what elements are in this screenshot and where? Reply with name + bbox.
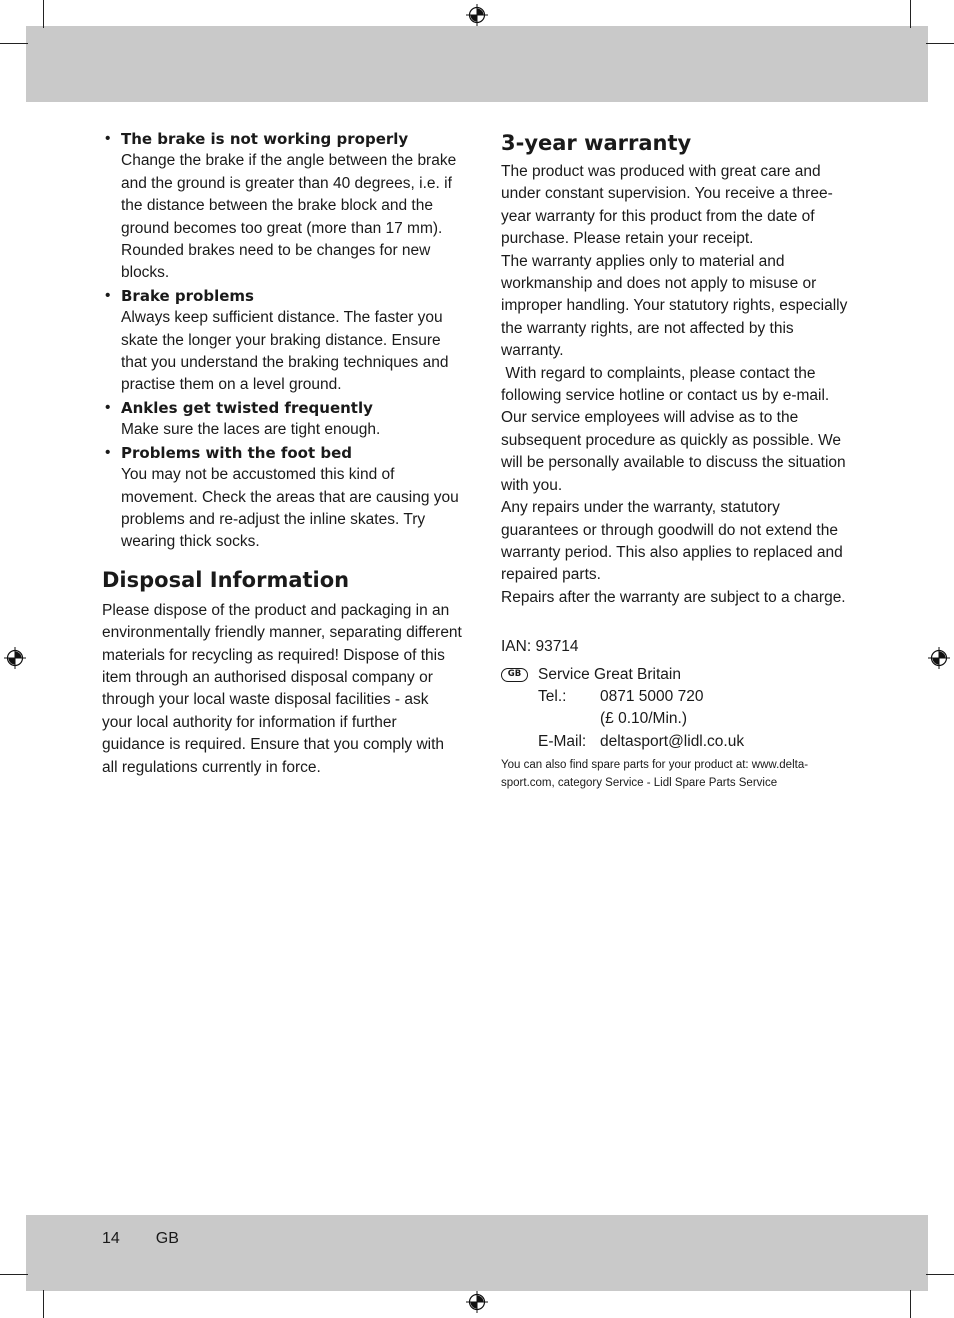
disposal-heading: Disposal Information xyxy=(102,567,350,592)
ian-number: IAN: 93714 xyxy=(501,638,579,656)
email-label: E-Mail: xyxy=(538,732,587,750)
list-item xyxy=(102,285,462,397)
bullet-title: • Ankles get twisted frequently xyxy=(121,398,373,417)
warranty-paragraph: Any repairs under the warranty, statutory guarantees or through goodwill do not extend the warranty period. This also applies to replaced and repaired parts. xyxy=(501,499,843,584)
tel-number: 0871 5000 720 xyxy=(600,687,704,705)
registration-mark-icon xyxy=(4,647,26,669)
spare-parts-note: You can also find spare parts for your product at: www.delta-sport.com, category Service - Lidl Spare Parts Service xyxy=(501,759,809,789)
warranty-paragraph: The warranty applies only to material and workmanship and does not apply to misuse or improper handling. Your statutory rights, especially the warranty rights, are not affected by this warranty. xyxy=(501,252,848,360)
bullet-body: You may not be accustomed this kind of movement. Check the areas that are causing you problems and re-adjust the inline skates. Try wearing thick socks. xyxy=(121,466,459,551)
warranty-heading: 3-year warranty xyxy=(501,131,692,155)
bullet-title: • Problems with the foot bed xyxy=(121,443,353,462)
list-item xyxy=(102,128,462,285)
crop-mark xyxy=(43,0,44,28)
tel-row xyxy=(538,686,851,708)
crop-mark xyxy=(926,43,954,44)
service-name: Service Great Britain xyxy=(538,665,681,683)
tel-label: Tel.: xyxy=(538,687,567,705)
crop-mark xyxy=(926,1274,954,1275)
registration-mark-icon xyxy=(928,647,950,669)
rate-row xyxy=(538,708,851,730)
left-column xyxy=(102,128,462,779)
email-address[interactable]: deltasport@lidl.co.uk xyxy=(600,732,745,750)
crop-mark xyxy=(43,1290,44,1318)
crop-mark xyxy=(0,43,28,44)
crop-mark xyxy=(910,1290,911,1318)
bullet-body: Make sure the laces are tight enough. xyxy=(121,421,381,439)
bullet-body: Change the brake if the angle between the brake and the ground is greater than 40 degrees, i.e. if the distance between the brake block and the ground becomes too great (more than 17 mm). Rounded brakes need to be changes for new blocks. xyxy=(121,152,457,282)
registration-mark-icon xyxy=(466,4,488,26)
footer-band xyxy=(26,1215,928,1291)
page-number: 14 xyxy=(102,1230,120,1247)
warranty-paragraph: Repairs after the warranty are subject to a charge. xyxy=(501,588,846,606)
list-item xyxy=(102,397,462,442)
service-contact xyxy=(501,664,851,754)
registration-mark-icon xyxy=(466,1291,488,1313)
warranty-paragraph: The product was produced with great care and under constant supervision. You receive a three-year warranty for this product from the date of purchase. Please retain your receipt. xyxy=(501,163,833,248)
crop-mark xyxy=(910,0,911,28)
disposal-body: Please dispose of the product and packaging in an environmentally friendly manner, separating different materials for recycling as required! Dispose of this item through an authorised disposal company or through your local waste disposal facilities - ask your local authority for information if further guidance is required. Ensure that you comply with all regulations currently in force. xyxy=(102,601,462,776)
troubleshooting-list xyxy=(102,128,462,554)
right-column xyxy=(501,128,851,792)
language-code: GB xyxy=(155,1230,179,1247)
country-badge: GB xyxy=(501,668,528,682)
warranty-paragraph: With regard to complaints, please contact the following service hotline or contact us by e-mail. Our service employees will advise as to the subsequent procedure as quickly as possible. We will be personally available to discuss the situation with you. xyxy=(501,364,850,494)
crop-mark xyxy=(0,1274,28,1275)
bullet-title: • Brake problems xyxy=(121,286,254,305)
page-footer xyxy=(102,1228,179,1250)
bullet-body: Always keep sufficient distance. The faster you skate the longer your braking distance. Ensure that you understand the braking techniques and practise them on a level ground. xyxy=(121,309,449,394)
list-item xyxy=(102,442,462,554)
email-row xyxy=(538,731,851,753)
tel-rate: (£ 0.10/Min.) xyxy=(600,710,688,728)
bullet-title: • The brake is not working properly xyxy=(121,130,409,148)
header-band xyxy=(26,26,928,102)
